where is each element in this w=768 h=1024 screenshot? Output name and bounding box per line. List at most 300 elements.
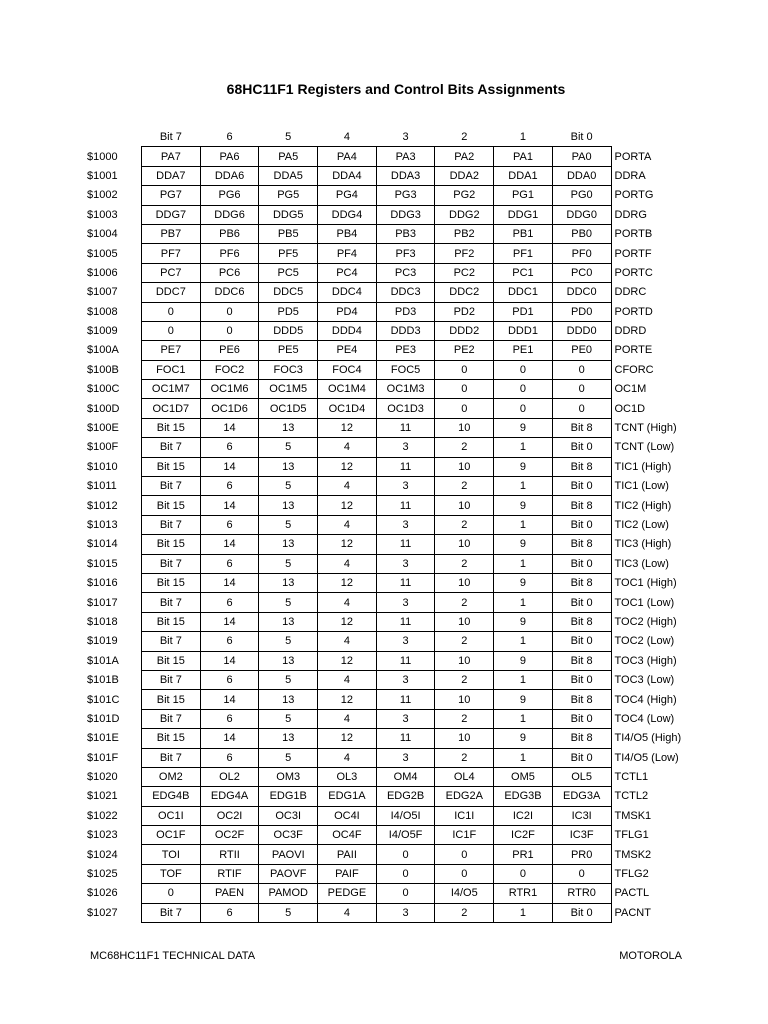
bit-cell: Bit 8 [552,690,611,709]
register-address: $1014 [87,538,118,551]
register-name: TCNT (Low) [614,441,675,454]
footer-brand: MOTOROLA [619,950,682,962]
register-address: $1015 [87,557,118,570]
bit-cell: PA0 [552,147,611,166]
bit-cell: Bit 15 [142,457,201,476]
table-row [87,283,705,302]
bit-cell: 5 [259,438,318,457]
bit-cell: 1 [494,593,553,612]
bit-cell: PAOVI [259,845,318,864]
bit-cell: 5 [259,593,318,612]
bit-cell: 13 [259,496,318,515]
register-address: $1017 [87,596,118,609]
bit-cell: DDC6 [200,283,259,302]
bit-cell: PR1 [494,845,553,864]
header-cell: 4 [343,131,350,144]
register-name: DDRC [614,286,647,299]
bit-cell: PE7 [142,341,201,360]
bit-cell: PAMOD [259,884,318,903]
bit-cell: 4 [318,438,377,457]
bit-cell: Bit 15 [142,729,201,748]
register-name: TOC1 (High) [614,577,677,590]
register-address: $1010 [87,460,118,473]
header-cell: 1 [519,131,527,144]
bit-cell: OC2I [200,806,259,825]
bit-cell: 4 [318,748,377,767]
bit-cell: Bit 15 [142,535,201,554]
bit-cell: EDG3A [552,787,611,806]
bit-cell: IC3I [552,806,611,825]
bit-cell: OC1M6 [200,380,259,399]
bit-cell: I4/O5 [435,884,494,903]
bit-cell: 10 [435,418,494,437]
bit-cell: IC1I [435,806,494,825]
bit-cell: FOC3 [259,360,318,379]
bit-cell: 0 [494,380,553,399]
bit-cell: 0 [435,845,494,864]
bit-cell: PAEN [200,884,259,903]
bit-cell: 3 [376,515,435,534]
bit-cell: OM5 [494,767,553,786]
bit-cell: 0 [142,302,201,321]
bit-cell: DDC7 [142,283,201,302]
bit-cell: PA6 [200,147,259,166]
bit-cell: PF2 [435,244,494,263]
table-row [87,438,705,457]
bit-cell: 5 [259,748,318,767]
register-name: PORTC [614,266,653,279]
table-row [87,457,705,476]
bit-cell: 4 [318,515,377,534]
bit-cell: 5 [259,515,318,534]
bit-cell: PB6 [200,224,259,243]
bit-cell: IC1F [435,826,494,845]
bit-cell: PG7 [142,186,201,205]
register-address: $1023 [87,829,118,842]
bit-cell: 10 [435,573,494,592]
bit-cell: 6 [200,748,259,767]
bit-cell: 4 [318,554,377,573]
register-address: $1022 [87,809,118,822]
bit-cell: Bit 8 [552,535,611,554]
bit-cell: 1 [494,515,553,534]
register-name: OC1M [614,383,647,396]
bit-cell: DDD1 [494,321,553,340]
bit-cell: EDG3B [494,787,553,806]
bit-cell: PG5 [259,186,318,205]
bit-cell: 12 [318,573,377,592]
table-row [87,399,705,418]
bit-cell: DDC1 [494,283,553,302]
register-address: $1024 [87,848,118,861]
bit-cell: OL5 [552,767,611,786]
bit-cell: 10 [435,535,494,554]
register-name: TIC2 (Low) [614,519,669,531]
bit-cell: 4 [318,903,377,922]
bit-cell: 11 [376,729,435,748]
header-cell: 5 [285,131,292,144]
bit-cell: Bit 0 [552,477,611,496]
bit-cell: DDG7 [142,205,201,224]
register-address: $1008 [87,305,118,318]
table-row [87,864,705,883]
register-address: $1019 [87,635,118,648]
bit-cell: Bit 7 [142,554,201,573]
bit-cell: 0 [376,845,435,864]
bit-cell: 9 [494,535,553,554]
bit-cell: 1 [494,438,553,457]
bit-cell: 0 [435,864,494,883]
bit-cell: 14 [200,496,259,515]
register-address: $101F [87,751,119,764]
bit-cell: DDG4 [318,205,377,224]
bit-cell: 5 [259,554,318,573]
bit-cell: IC3F [552,826,611,845]
bit-cell: 13 [259,573,318,592]
register-name: PORTB [614,228,653,241]
bit-cell: PD1 [494,302,553,321]
bit-cell: 12 [318,612,377,631]
register-address: $1002 [87,189,118,202]
bit-cell: 6 [200,477,259,496]
register-name: PORTF [614,247,652,260]
bit-cell: 0 [435,360,494,379]
bit-cell: OC1I [142,806,201,825]
register-name: TOC4 (High) [614,693,677,706]
bit-cell: 3 [376,438,435,457]
bit-cell: 11 [376,651,435,670]
bit-cell: 6 [200,593,259,612]
bit-cell: OL3 [318,767,377,786]
bit-cell: 11 [376,573,435,592]
bit-cell: Bit 7 [142,477,201,496]
bit-cell: PB2 [435,224,494,243]
table-row [87,166,705,185]
register-address: $101D [87,712,120,725]
bit-cell: 11 [376,612,435,631]
bit-cell: DDD2 [435,321,494,340]
bit-cell: 4 [318,593,377,612]
bit-cell: 0 [552,360,611,379]
bit-cell: EDG4A [200,787,259,806]
register-address: $1001 [87,169,118,182]
register-address: $101A [87,654,119,667]
bit-cell: 11 [376,457,435,476]
register-name: TI4/O5 (Low) [614,751,679,764]
bit-cell: Bit 0 [552,748,611,767]
bit-cell: 3 [376,477,435,496]
bit-cell: 10 [435,690,494,709]
table-row [87,787,705,806]
register-name: PORTG [614,189,654,202]
bit-cell: 0 [142,321,201,340]
bit-cell: PC0 [552,263,611,282]
table-row [87,321,705,340]
bit-cell: OC1D4 [318,399,377,418]
bit-cell: 12 [318,729,377,748]
bit-cell: DDA3 [376,166,435,185]
bit-cell: PD4 [318,302,377,321]
bit-cell: OC4I [318,806,377,825]
bit-cell: Bit 8 [552,496,611,515]
bit-cell: Bit 0 [552,554,611,573]
bit-cell: Bit 7 [142,748,201,767]
bit-cell: PD2 [435,302,494,321]
table-row [87,903,705,922]
bit-cell: Bit 8 [552,457,611,476]
bit-cell: IC2F [494,826,553,845]
bit-cell: PE3 [376,341,435,360]
bit-cell: 0 [376,864,435,883]
bit-cell: Bit 15 [142,496,201,515]
bit-cell: 9 [494,573,553,592]
bit-cell: 4 [318,632,377,651]
bit-cell: EDG2A [435,787,494,806]
bit-cell: 2 [435,748,494,767]
bit-cell: 13 [259,535,318,554]
register-rows [87,147,705,923]
bit-cell: 3 [376,748,435,767]
bit-cell: PF5 [259,244,318,263]
bit-cell: 1 [494,748,553,767]
bit-cell: 4 [318,477,377,496]
header-cell: 2 [461,131,468,144]
bit-cell: 9 [494,651,553,670]
table-row [87,496,705,515]
bit-cell: Bit 0 [552,632,611,651]
bit-cell: 1 [494,670,553,689]
register-name: TIC3 (Low) [614,557,669,570]
bit-cell: 14 [200,418,259,437]
bit-cell: DDA7 [142,166,201,185]
register-name: TIC1 (High) [614,460,672,473]
header-cell: Bit 0 [570,131,593,144]
bit-cell: PF3 [376,244,435,263]
bit-cell: 2 [435,593,494,612]
bit-cell: PG2 [435,186,494,205]
bit-cell: Bit 8 [552,418,611,437]
register-address: $1027 [87,906,118,919]
bit-cell: 12 [318,418,377,437]
table-row [87,767,705,786]
bit-cell: 14 [200,457,259,476]
bit-cell: PA5 [259,147,318,166]
bit-cell: TOF [142,864,201,883]
bit-cell: FOC1 [142,360,201,379]
bit-cell: Bit 8 [552,729,611,748]
register-name: DDRG [614,208,647,221]
bit-cell: OL4 [435,767,494,786]
bit-cell: OM4 [376,767,435,786]
register-address: $1020 [87,771,118,784]
table-row [87,263,705,282]
register-name: TFLG1 [614,829,649,842]
table-row [87,651,705,670]
bit-cell: 9 [494,690,553,709]
bit-cell: PC1 [494,263,553,282]
bit-cell: 14 [200,651,259,670]
bit-cell: PA7 [142,147,201,166]
bit-cell: 13 [259,729,318,748]
bit-cell: PR0 [552,845,611,864]
register-address: $1007 [87,286,118,299]
bit-cell: DDG0 [552,205,611,224]
bit-cell: 0 [142,884,201,903]
bit-cell: I4/O5F [376,826,435,845]
bit-cell: DDA4 [318,166,377,185]
bit-cell: 2 [435,554,494,573]
bit-cell: DDG3 [376,205,435,224]
register-name: TIC1 (Low) [614,480,669,493]
bit-cell: PAOVF [259,864,318,883]
bit-cell: 1 [494,477,553,496]
register-address: $100F [87,441,119,454]
bit-cell: PE1 [494,341,553,360]
bit-cell: PG4 [318,186,377,205]
table-row [87,477,705,496]
register-address: $101E [87,732,119,745]
register-address: $100B [87,363,119,376]
bit-cell: DDC4 [318,283,377,302]
address-column-header [87,128,142,147]
table-row [87,535,705,554]
bit-cell: 2 [435,477,494,496]
register-address: $1011 [87,480,117,493]
bit-cell: 6 [200,709,259,728]
table-row [87,186,705,205]
bit-cell: 3 [376,593,435,612]
bit-cell: DDA1 [494,166,553,185]
table-row [87,690,705,709]
register-name: TIC2 (High) [614,499,672,512]
bit-cell: PF1 [494,244,553,263]
bit-cell: PAIF [318,864,377,883]
bit-cell: OC3F [259,826,318,845]
bit-cell: OC1D5 [259,399,318,418]
bit-cell: PAII [318,845,377,864]
bit-cell: 3 [376,903,435,922]
bit-cell: PA1 [494,147,553,166]
register-address: $100D [87,402,120,415]
bit-cell: DDC2 [435,283,494,302]
bit-cell: 6 [200,554,259,573]
bit-cell: Bit 15 [142,573,201,592]
bit-cell: 6 [200,903,259,922]
bit-cell: 11 [376,418,435,437]
register-address: $101B [87,674,119,687]
bit-cell: PF7 [142,244,201,263]
bit-cell: PB3 [376,224,435,243]
bit-cell: PG6 [200,186,259,205]
bit-cell: TOI [142,845,201,864]
table-row [87,418,705,437]
bit-cell: PF6 [200,244,259,263]
bit-cell: DDD4 [318,321,377,340]
bit-cell: RTR0 [552,884,611,903]
table-row [87,573,705,592]
bit-cell: PE5 [259,341,318,360]
bit-cell: PD3 [376,302,435,321]
bit-cell: I4/O5I [376,806,435,825]
bit-cell: 6 [200,670,259,689]
bit-cell: DDD5 [259,321,318,340]
bit-cell: OC1D6 [200,399,259,418]
register-address: $1021 [87,790,118,803]
bit-cell: 0 [552,399,611,418]
bit-cell: 1 [494,554,553,573]
bit-cell: PG3 [376,186,435,205]
bit-cell: RTII [200,845,259,864]
bit-cell: OM3 [259,767,318,786]
bit-cell: DDG6 [200,205,259,224]
register-name: PORTE [614,344,653,357]
bit-cell: DDD0 [552,321,611,340]
register-address: $1000 [87,150,118,163]
bit-cell: DDA6 [200,166,259,185]
bit-cell: 2 [435,632,494,651]
register-address: $1026 [87,887,118,900]
bit-cell: 5 [259,632,318,651]
bit-cell: 2 [435,515,494,534]
bit-cell: PG1 [494,186,553,205]
register-address: $1025 [87,868,118,881]
bit-cell: 14 [200,690,259,709]
bit-cell: PD0 [552,302,611,321]
register-name: TMSK1 [614,809,652,822]
table-row [87,224,705,243]
register-name: TCNT (High) [614,422,677,435]
register-name: CFORC [614,363,654,376]
bit-cell: PE4 [318,341,377,360]
bit-cell: 0 [494,360,553,379]
bit-cell: 1 [494,632,553,651]
register-address: $1012 [87,499,118,512]
bit-cell: DDC3 [376,283,435,302]
header-cell: Bit 7 [159,131,182,144]
bit-cell: 5 [259,670,318,689]
register-name: TCTL1 [614,771,649,784]
header-cell: 6 [226,131,233,144]
table-header-row [87,128,705,147]
bit-cell: DDG2 [435,205,494,224]
bit-cell: PA4 [318,147,377,166]
bit-cell: Bit 0 [552,709,611,728]
bit-cell: 0 [200,321,259,340]
bit-cell: Bit 0 [552,515,611,534]
bit-cell: 14 [200,612,259,631]
bit-cell: 9 [494,418,553,437]
register-name: PORTA [614,150,652,163]
bit-cell: Bit 15 [142,418,201,437]
bit-cell: DDC0 [552,283,611,302]
bit-cell: 14 [200,729,259,748]
table-row [87,147,705,166]
bit-cell: 10 [435,496,494,515]
bit-cell: 12 [318,535,377,554]
bit-cell: Bit 0 [552,670,611,689]
register-address: $100C [87,383,120,396]
bit-cell: 0 [435,399,494,418]
bit-cell: OC1D7 [142,399,201,418]
bit-cell: OC1F [142,826,201,845]
bit-cell: OC1M7 [142,380,201,399]
bit-cell: 3 [376,709,435,728]
bit-cell: PB4 [318,224,377,243]
register-address: $101C [87,693,120,706]
bit-cell: 13 [259,690,318,709]
register-name: TCTL2 [614,790,649,803]
register-name: PACTL [614,887,650,900]
